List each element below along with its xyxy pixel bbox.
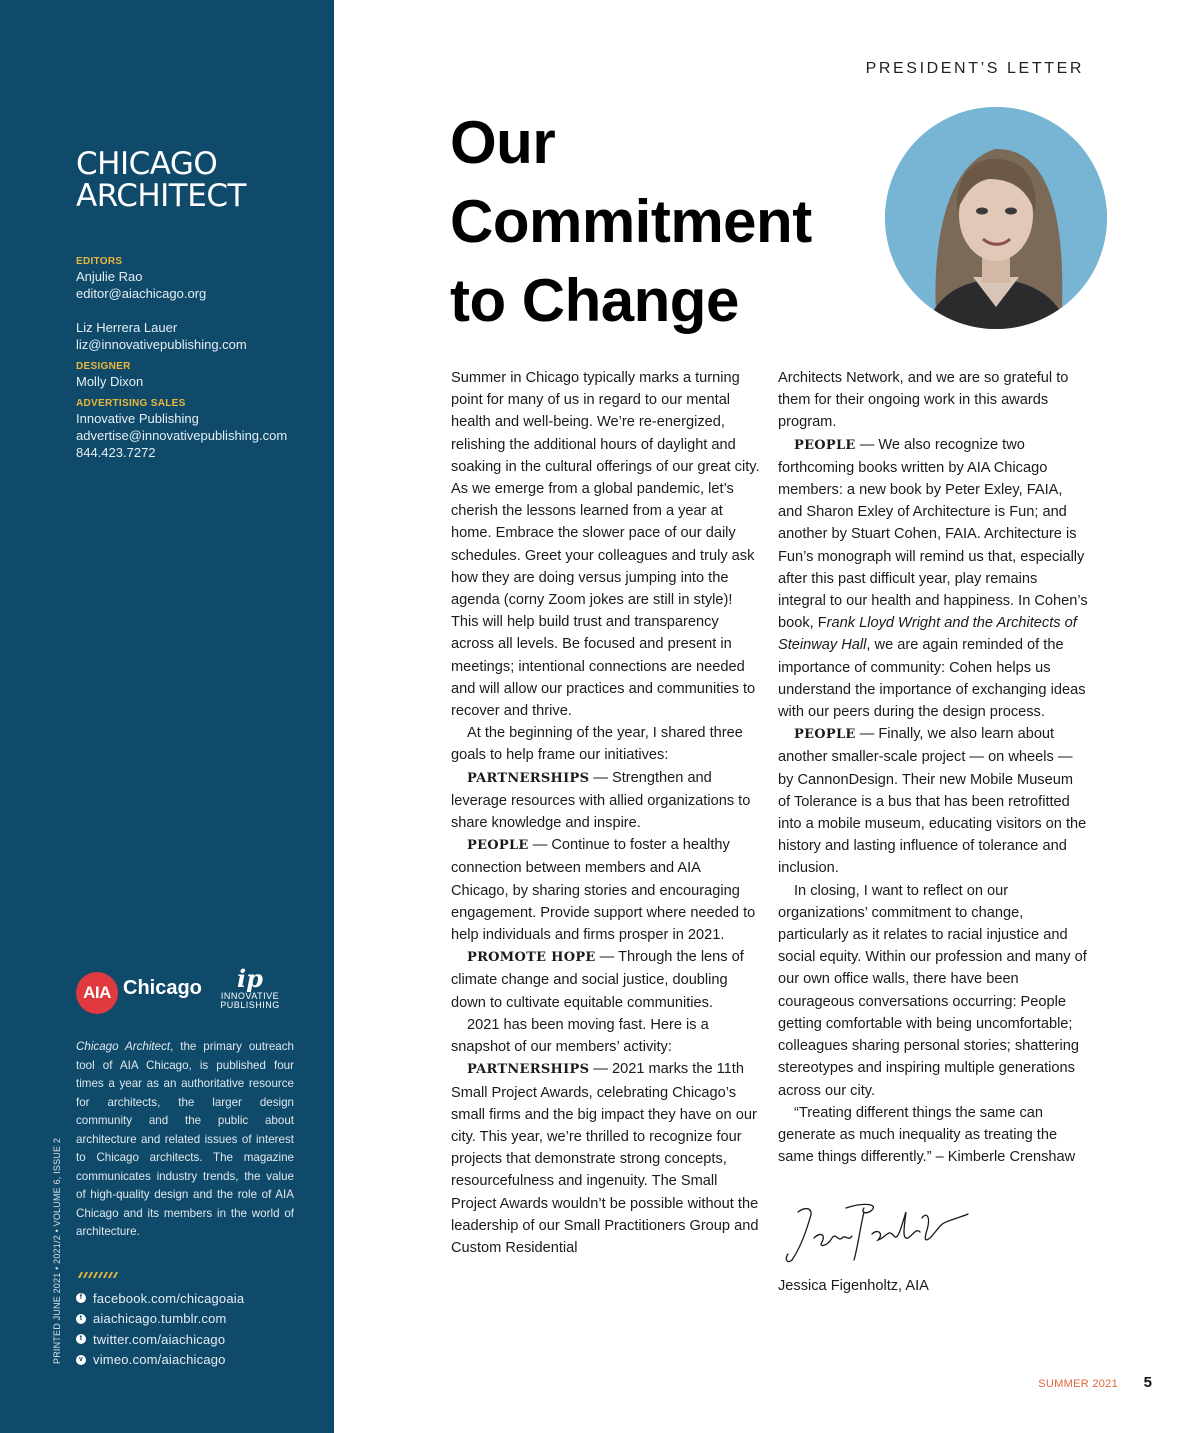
credit-line: Liz Herrera Lauer bbox=[76, 320, 178, 335]
article-column-2 bbox=[778, 367, 1088, 1168]
article-paragraph bbox=[778, 723, 1088, 879]
paragraph-text: At the beginning of the year, I shared three goals to help frame our initiatives: bbox=[451, 725, 743, 764]
hatch-divider bbox=[76, 1272, 120, 1278]
book-title: rank Lloyd Wright and the Architects of Steinway Hall bbox=[778, 615, 1077, 654]
paragraph-text: In closing, I want to reflect on our organizations’ commitment to change, particularly as it relates to racial injustice and social equity. Within our profession and many of our own office walls, there have been courageous conversations occurring: People getting comfortable with being uncomfortable; colleagues sharing personal stories; shattering stereotypes and inspiring multiple generations across our city. bbox=[778, 882, 1087, 1099]
partner-logos bbox=[76, 966, 316, 1016]
about-title: Chicago Architect bbox=[76, 1040, 171, 1053]
ip-logo-text: PUBLISHING bbox=[220, 1000, 280, 1010]
twitter-icon: t bbox=[76, 1334, 86, 1344]
paragraph-text: — 2021 marks the 11th Small Project Awards, celebrating Chicago’s small firms and the big impact they have on our city. This year, we’re thrilled to recognize four projects that demonstrate strong concepts, resourcefulness and ingenuity. The Small Project Awards wouldn’t be possible without the leadership of our Small Practitioners Group and Custom Residential bbox=[451, 1061, 759, 1256]
credit-line: Molly Dixon bbox=[76, 374, 144, 389]
sidebar bbox=[0, 0, 334, 1433]
paragraph-keyword: PEOPLE bbox=[794, 727, 856, 743]
article-paragraph bbox=[451, 367, 761, 722]
social-link-twitter[interactable] bbox=[76, 1329, 244, 1350]
credit-line: Anjulie Rao bbox=[76, 269, 143, 284]
article-paragraph bbox=[778, 880, 1088, 1102]
social-links bbox=[76, 1288, 244, 1370]
article-paragraph bbox=[451, 767, 761, 835]
article-paragraph bbox=[451, 946, 761, 1014]
headline-line: Our bbox=[450, 109, 556, 176]
credit-label: ADVERTISING SALES bbox=[76, 398, 186, 409]
credit-line: Innovative Publishing bbox=[76, 411, 199, 426]
headline-line: Commitment bbox=[450, 188, 812, 255]
credit-designer bbox=[76, 360, 316, 390]
paragraph-text: — Strengthen and leverage resources with allied organizations to share knowledge and inspire. bbox=[451, 769, 751, 832]
article-paragraph bbox=[778, 434, 1088, 724]
credit-email[interactable]: advertise@innovativepublishing.com bbox=[76, 428, 288, 443]
paragraph-text: — We also recognize two forthcoming books written by AIA Chicago members: a new book by Peter Exley, FAIA, and Sharon Exley of Architecture is Fun; and another by Stuart Cohen, FAIA. Architecture is Fun’s monograph will remind us that, especially after this past difficult year, play remains integral to our health and happiness. In Cohen’s book, F bbox=[778, 436, 1088, 632]
headline-line: to Change bbox=[450, 267, 739, 334]
paragraph-text: “Treating different things the same can generate as much inequality as treating the same things differently.” – Kimberle Crenshaw bbox=[778, 1104, 1076, 1166]
social-link-label: facebook.com/chicagoaia bbox=[93, 1290, 245, 1306]
social-link-label: vimeo.com/aiachicago bbox=[93, 1352, 226, 1368]
social-link-label: twitter.com/aiachicago bbox=[93, 1331, 226, 1347]
article-headline bbox=[450, 103, 880, 340]
article-paragraph bbox=[778, 1102, 1088, 1169]
portrait-illustration bbox=[885, 107, 1107, 329]
article-paragraph bbox=[778, 367, 1088, 434]
about-text: , the primary outreach tool of AIA Chicago, is published four times a year as an authoritative resource for architects, the larger design community and the public about architecture and related issues of interest to Chicago architects. The magazine communicates industry trends, the value of high-quality design and the role of AIA Chicago and its members in the world of architecture. bbox=[76, 1040, 294, 1238]
social-link-tumblr[interactable] bbox=[76, 1309, 244, 1330]
social-link-label: aiachicago.tumblr.com bbox=[93, 1311, 227, 1327]
social-link-vimeo[interactable] bbox=[76, 1350, 244, 1371]
facebook-icon: f bbox=[76, 1293, 86, 1303]
page-number: 5 bbox=[1143, 1374, 1152, 1391]
ip-logo-glyph: ip bbox=[237, 964, 263, 993]
social-link-facebook[interactable] bbox=[76, 1288, 244, 1309]
vimeo-icon: v bbox=[76, 1355, 86, 1365]
credit-phone: 844.423.7272 bbox=[76, 445, 156, 460]
about-blurb bbox=[76, 1038, 294, 1242]
paragraph-keyword: PEOPLE bbox=[467, 838, 529, 854]
article-paragraph bbox=[451, 722, 761, 766]
paragraph-text: — Continue to foster a healthy connection between members and AIA Chicago, by sharing stories and encouraging engagement. Provide support where needed to help individuals and firms prosper in 2021. bbox=[451, 837, 756, 944]
paragraph-keyword: PROMOTE HOPE bbox=[467, 950, 596, 966]
credit-editor-2 bbox=[76, 319, 316, 353]
credit-label: EDITORS bbox=[76, 256, 123, 267]
author-portrait bbox=[885, 107, 1107, 329]
paragraph-text: Architects Network, and we are so grateful to them for their ongoing work in this awards program. bbox=[778, 370, 1069, 431]
paragraph-text: Summer in Chicago typically marks a turning point for many of us in regard to our mental health and well-being. We’re re-energized, relishing the additional hours of daylight and soaking in the cultural offerings of our great city. As we emerge from a global pandemic, let’s cherish the lessons learned from a year at home. Embrace the slower pace of our daily schedules. Greet your colleagues and truly ask how they are doing versus jumping into the agenda (corny Zoom jokes are still in style)! This will help build trust and transparency across all levels. Be focused and present in meetings; intentional connections are needed and will allow our practices and communities to recover and thrive. bbox=[451, 370, 760, 720]
handwritten-signature bbox=[780, 1198, 970, 1268]
article-paragraph bbox=[451, 1014, 761, 1058]
article-paragraph bbox=[451, 834, 761, 946]
staff-credits bbox=[76, 255, 316, 468]
innovative-publishing-logo bbox=[218, 966, 282, 1010]
masthead-logo bbox=[76, 148, 246, 212]
article-paragraph bbox=[451, 1058, 761, 1259]
credit-email[interactable]: editor@aiachicago.org bbox=[76, 286, 207, 301]
section-label: PRESIDENT’S LETTER bbox=[865, 60, 1084, 77]
masthead-line: ARCHITECT bbox=[76, 178, 246, 214]
footer-issue: SUMMER 2021 bbox=[1038, 1378, 1118, 1390]
aia-logo-badge: AIA bbox=[76, 972, 118, 1014]
tumblr-icon: t bbox=[76, 1314, 86, 1324]
aia-logo-name: Chicago bbox=[123, 977, 202, 999]
paragraph-keyword: PARTNERSHIPS bbox=[467, 770, 590, 786]
masthead-line: CHICAGO bbox=[76, 146, 218, 182]
credit-advertising bbox=[76, 397, 316, 461]
signer-name: Jessica Figenholtz, AIA bbox=[778, 1278, 929, 1294]
paragraph-text: — Finally, we also learn about another smaller-scale project — on wheels — by CannonDesign. Their new Mobile Museum of Tolerance is a bus that has been retrofitted into a mobile museum, educating visitors on the history and lasting influence of tolerance and inclusion. bbox=[778, 726, 1087, 877]
paragraph-keyword: PARTNERSHIPS bbox=[467, 1062, 590, 1078]
paragraph-keyword: PEOPLE bbox=[794, 437, 856, 453]
article-column-1 bbox=[451, 367, 761, 1259]
credit-email[interactable]: liz@innovativepublishing.com bbox=[76, 337, 247, 352]
ip-logo-text: INNOVATIVE bbox=[220, 991, 280, 1001]
credit-label: DESIGNER bbox=[76, 361, 131, 372]
paragraph-text: , we are again reminded of the importance of community: Cohen helps us understand the importance of exchanging ideas with our peers during the design process. bbox=[778, 637, 1086, 721]
print-info: PRINTED JUNE 2021 • 2021/2 • VOLUME 6, ISSUE 2 bbox=[52, 1137, 62, 1364]
credit-editors bbox=[76, 255, 316, 302]
paragraph-text: — Through the lens of climate change and social justice, doubling down to cultivate equitable communities. bbox=[451, 949, 744, 1011]
paragraph-text: 2021 has been moving fast. Here is a snapshot of our members’ activity: bbox=[451, 1016, 709, 1056]
